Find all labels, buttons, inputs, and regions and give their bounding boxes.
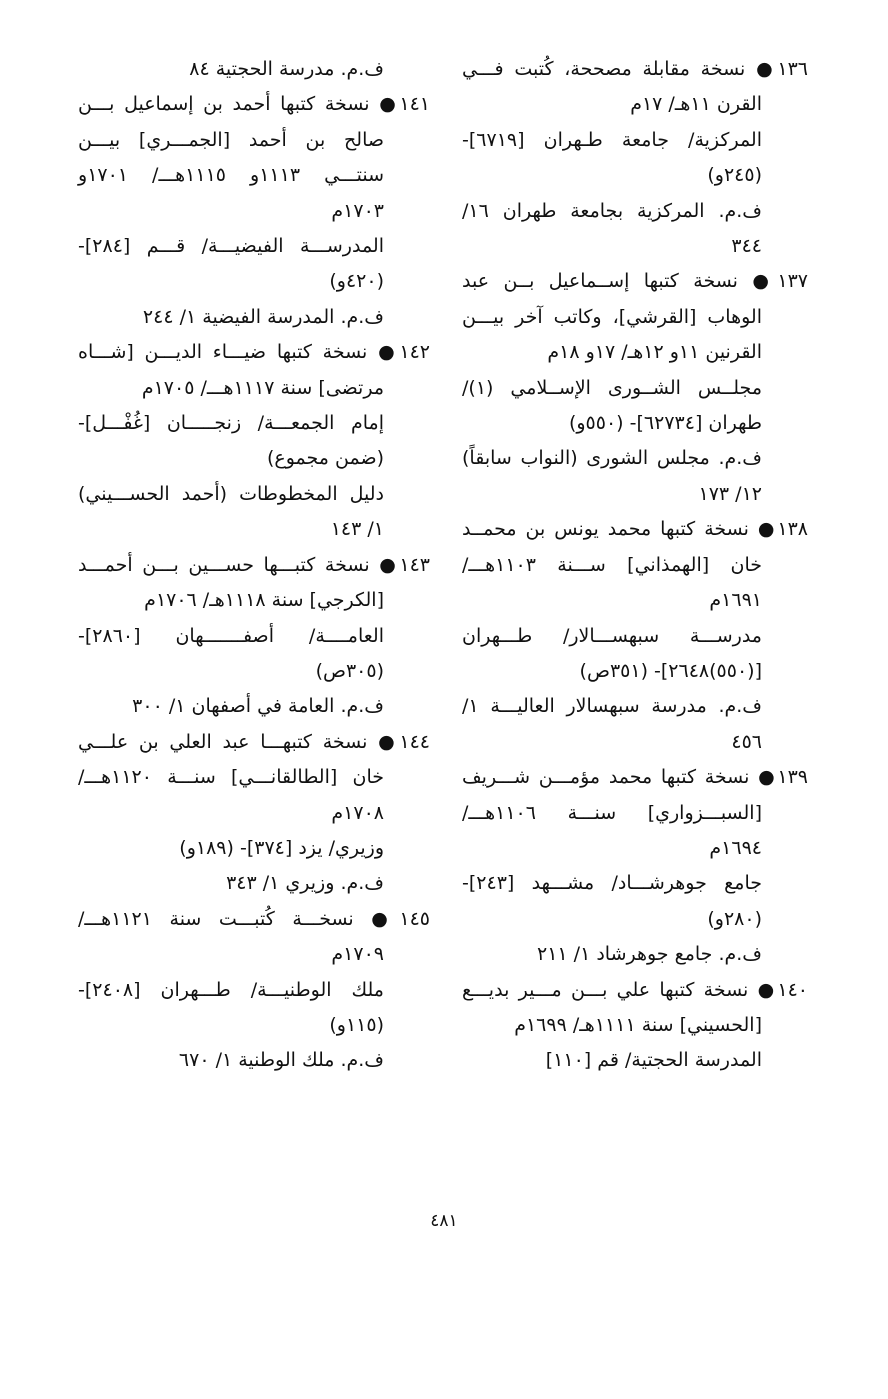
entry-137-line: الوهاب [القرشي]، وكاتب آخر بيـــن xyxy=(462,305,762,328)
left-column xyxy=(78,52,430,1079)
entry-137-line: ١٢/ ١٧٣ xyxy=(698,482,762,505)
entry-143-line: العامــــة/ أصفـــــــهان [٢٨٦٠]- xyxy=(78,624,384,647)
entry-139-line: [السبـــزواري] سنـــة ١١٠٦هـــ/ xyxy=(462,801,762,824)
entry-141-line: سنتـــي ١١١٣و ١١١٥هـــ/ ١٧٠١و xyxy=(78,164,384,187)
entry-138-line: ف.م. مدرسة سبهسالار العاليـــة ١/ xyxy=(462,695,762,718)
entry-139-line: ف.م. جامع جوهرشاد ١/ ٢١١ xyxy=(536,943,762,966)
entry-141-line: صالح بن أحمد [الجمـــري] بيـــن xyxy=(78,128,384,151)
entry-138-line: مدرســـة سبهســـالار/ طـــهران xyxy=(462,624,762,647)
entry-136-line: ٣٤٤ xyxy=(731,235,762,258)
entry-136-line: (٢٤٥و) xyxy=(707,164,762,187)
entry-136-line: ١٣٦● نسخة مقابلة مصححة، كُتبت فـــي xyxy=(462,58,808,80)
entry-143-line: [الكرجي] سنة ١١١٨هـ/ ١٧٠٦م xyxy=(144,589,384,612)
entry-139-line: ١٦٩٤م xyxy=(709,836,762,859)
entry-137-line: مجلــس الشــورى الإســلامي (١)/ xyxy=(462,376,762,399)
entry-137-line: ف.م. مجلس الشورى (النواب سابقاً) xyxy=(462,447,762,470)
entry-139-line: ١٣٩● نسخة كتبها محمد مؤمـــن شـــريف xyxy=(462,766,808,789)
entry-142-line: (ضمن مجموع) xyxy=(266,447,384,470)
entry-138-line: ١٣٨● نسخة كتبها محمد يونس بن محمــد xyxy=(462,518,808,541)
page-number: ٤٨١ xyxy=(430,1211,458,1231)
entry-145-line: ف.م. ملك الوطنية ١/ ٦٧٠ xyxy=(178,1049,384,1072)
entry-140-line: ف.م. مدرسة الحجتية ٨٤ xyxy=(189,58,384,80)
entry-137-line: القرنين ١١و ١٢هـ/ ١٧و ١٨م xyxy=(547,341,762,364)
entry-139-line: جامع جوهرشـــاد/ مشـــهد [٢٤٣]- xyxy=(462,872,762,895)
entry-140-line: ١٤٠● نسخة كتبها علي بـــن مـــير بديـــع xyxy=(462,978,808,1001)
entry-138-line: [(٥٥٠)٢٦٤٨]- (٣٥١ص) xyxy=(579,659,762,682)
entry-136-line: المركزية/ جامعة طـهران [٦٧١٩]- xyxy=(462,128,762,151)
entry-143-line: ١٤٣● نسخة كتبـــها حســـين بـــن أحمـــد xyxy=(78,553,430,576)
entry-141-line: (٤٢٠و) xyxy=(329,270,384,293)
entry-138-line: ١٦٩١م xyxy=(709,589,762,612)
entry-141-line: المدرســـة الفيضيـــة/ قـــم [٢٨٤]- xyxy=(78,235,384,258)
entry-138-line: ٤٥٦ xyxy=(731,730,762,753)
entry-142-line: إمام الجمعـــة/ زنجـــــان [غُفْـــل]- xyxy=(78,412,384,435)
entry-144-line: ١٤٤● نسخة كتبهـــا عبد العلي بن علـــي xyxy=(78,730,430,753)
entry-136-line: ف.م. المركزية بجامعة طهران ١٦/ xyxy=(462,199,762,222)
entry-142-line: ١/ ١٤٣ xyxy=(330,518,384,541)
entry-145-line: (١١٥و) xyxy=(329,1013,384,1036)
entry-143-line: ف.م. العامة في أصفهان ١/ ٣٠٠ xyxy=(132,695,384,718)
entry-141-line: ١٧٠٣م xyxy=(331,199,384,222)
entry-142-line: دليل المخطوطات (أحمد الحســـيني) xyxy=(78,482,384,505)
entry-136-line: القرن ١١هـ/ ١٧م xyxy=(630,93,762,116)
entry-145-line: ١٧٠٩م xyxy=(331,943,384,966)
entry-139-line: (٢٨٠و) xyxy=(707,907,762,930)
entry-140-line: المدرسة الحجتية/ قم [١١٠] xyxy=(545,1049,762,1072)
entry-145-line: ١٤٥● نسخـــة كُتبـــت سنة ١١٢١هـــ/ xyxy=(78,907,430,930)
entry-144-line: ف.م. وزيري ١/ ٣٤٣ xyxy=(226,872,384,895)
entry-143-line: (٣٠٥ص) xyxy=(315,659,384,682)
entry-141-line: ف.م. المدرسة الفيضية ١/ ٢٤٤ xyxy=(142,305,384,328)
entry-137-line: طهران [٦٢٧٣٤]- (٥٥٠و) xyxy=(568,412,762,435)
entry-144-line: ١٧٠٨م xyxy=(331,801,384,824)
right-column xyxy=(462,52,808,1079)
entry-140-line: [الحسيني] سنة ١١١١هـ/ ١٦٩٩م xyxy=(514,1013,762,1036)
entry-138-line: خان [الهمذاني] ســـنة ١١٠٣هـــ/ xyxy=(462,553,762,576)
entry-142-line: مرتضى] سنة ١١١٧هـــ/ ١٧٠٥م xyxy=(141,376,384,399)
entry-144-line: خان [الطالقانـــي] سنـــة ١١٢٠هـــ/ xyxy=(78,766,384,789)
entry-141-line: ١٤١● نسخة كتبها أحمد بن إسماعيل بـــن xyxy=(78,93,430,116)
entry-137-line: ١٣٧● نسخة كتبها إســماعيل بــن عبد xyxy=(462,270,808,293)
entry-142-line: ١٤٢● نسخة كتبها ضيـــاء الديـــن [شـــاه xyxy=(78,341,430,364)
entry-145-line: ملك الوطنيـــة/ طـــهران [٢٤٠٨]- xyxy=(78,978,384,1001)
entry-144-line: وزيري/ يزد [٣٧٤]- (١٨٩و) xyxy=(179,836,384,859)
